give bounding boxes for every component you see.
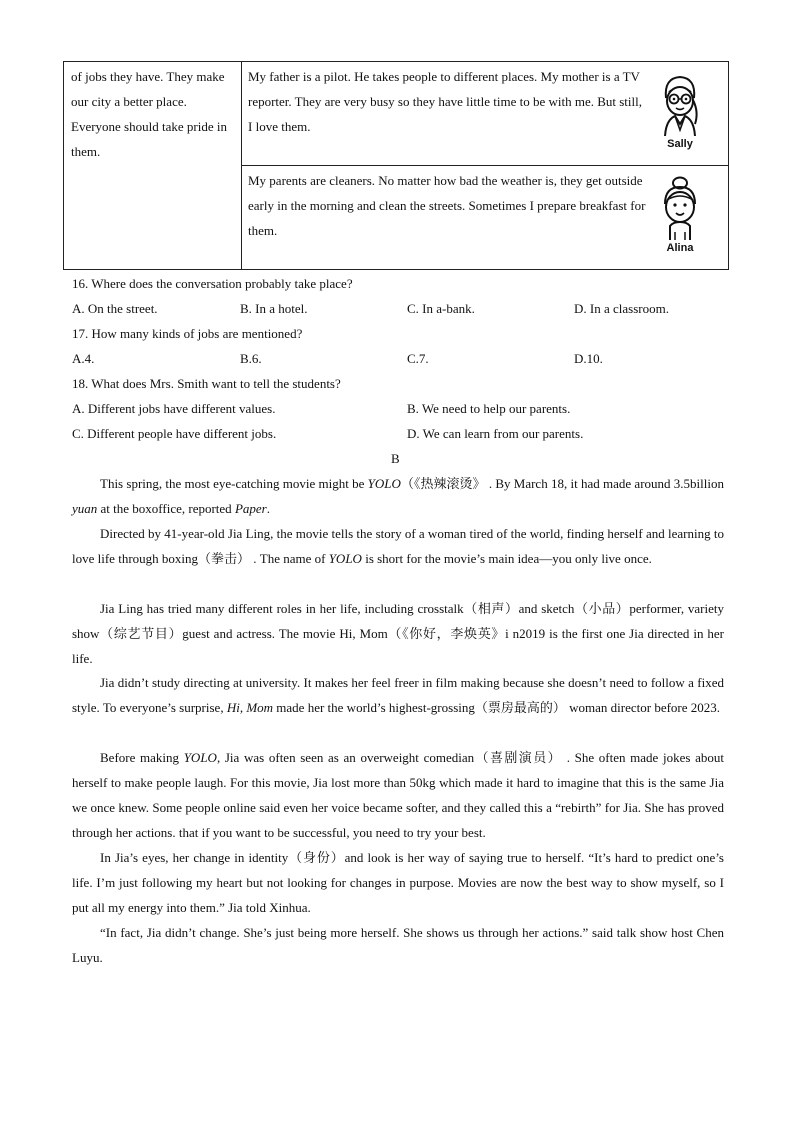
q18-option-a: A. Different jobs have different values. [72, 401, 276, 416]
passage-paragraph-2: Directed by 41-year-old Jia Ling, the movie tells the story of a woman tired of the world, finding herself and learning to love life through boxing（拳击） . The name of YOLO is short for the movie’s main idea—you only live once. [72, 526, 724, 566]
passage-paragraph-4: Jia didn’t study directing at university. It makes her feel freer in film making because she doesn’t need to follow a fixed style. To everyone’s surprise, Hi, Mom made her the world’s highest-grossing（票房最高的） woman director before 2023. [72, 675, 724, 715]
passage-paragraph-1: This spring, the most eye-catching movie might be YOLO（《热辣滚烫》 . By March 18, it had made around 3.5billion yuan at the boxoffice, reported Paper. [72, 476, 724, 516]
passage-paragraph-7: “In fact, Jia didn’t change. She’s just being more herself. She shows us through her actions.” said talk show host Chen Luyu. [72, 925, 724, 965]
question-18: 18. What does Mrs. Smith want to tell the students? [72, 376, 341, 391]
girl-with-bun-icon [657, 174, 703, 242]
q18-option-b: B. We need to help our parents. [407, 401, 571, 416]
passage-paragraph-6: In Jia’s eyes, her change in identity（身份）and look is her way of saying true to herself. “It’s hard to predict one’s life. I’m just following my heart but not looking for changes in purpose. Movies are now the best way to show myself, so I put all my energy into them.” Jia told Xinhua. [72, 850, 724, 915]
profiles-table [63, 61, 729, 270]
girl-with-glasses-icon [657, 70, 703, 138]
q16-option-a: A. On the street. [72, 301, 158, 316]
question-17: 17. How many kinds of jobs are mentioned? [72, 326, 303, 341]
sally-statement: My father is a pilot. He takes people to different places. My mother is a TV reporter. They are very busy so they have little time to be with me. But still, I love them. [248, 69, 643, 134]
passage-paragraph-3: Jia Ling has tried many different roles in her life, including crosstalk（相声）and sketch（小品）performer, variety show（综艺节目）guest and actress. The movie Hi, Mom（《你好，李焕英》i n2019 is the first one Jia directed in her life. [72, 601, 724, 666]
q16-option-c: C. In a-bank. [407, 301, 475, 316]
alina-statement: My parents are cleaners. No matter how bad the weather is, they get outside early in the morning and clean the streets. Sometimes I prepare breakfast for them. [248, 173, 646, 238]
q18-option-c: C. Different people have different jobs. [72, 426, 277, 441]
alina-name: Alina [666, 242, 694, 254]
table-row-alina [242, 166, 728, 269]
passage-paragraph-5: Before making YOLO, Jia was often seen as an overweight comedian（喜剧演员） . She often made jokes about herself to make people laugh. For this movie, Jia lost more than 50kg which made it hard to imagine that this is the same Jia we once knew. Some people online said even her voice became softer, and they called this a “rebirth” for Jia. She has proved through her actions. that if you want to be successful, you need to try your best. [72, 750, 724, 840]
alina-avatar [650, 174, 710, 266]
q17-option-d: D.10. [574, 351, 603, 366]
q17-option-a: A.4. [72, 351, 95, 366]
question-16: 16. Where does the conversation probably take place? [72, 276, 353, 291]
sally-avatar [650, 70, 710, 162]
q16-option-b: B. In a hotel. [240, 301, 308, 316]
q16-option-d: D. In a classroom. [574, 301, 669, 316]
q17-option-b: B.6. [240, 351, 262, 366]
q18-option-d: D. We can learn from our parents. [407, 426, 584, 441]
sally-name: Sally [667, 138, 693, 150]
table-left-cell: of jobs they have. They make our city a better place. Everyone should take pride in them. [64, 62, 242, 269]
table-row-sally [242, 62, 728, 166]
section-label: B [391, 451, 400, 466]
q17-option-c: C.7. [407, 351, 429, 366]
